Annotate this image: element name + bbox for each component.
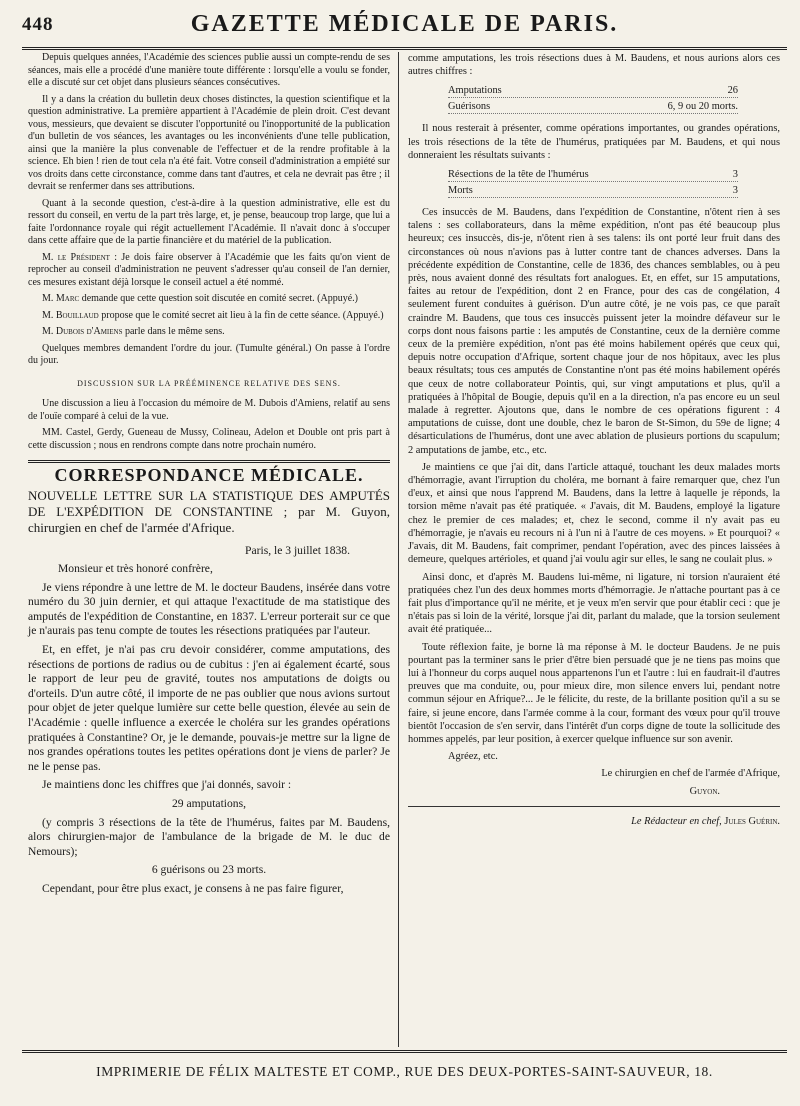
paragraph: Il y a dans la création du bulletin deux choses distinctes, la question scientifique et la question administrative. La première appartient à l'Académie de plein droit. C'est devant vous, messieurs, que devaient se discuter l'opportunité ou l'inopportunité de la publication d'un bulletin de vos séances, les avantages ou les inconvénients d'une telle publication, ainsi que la manière la plus convenable de l'effectuer et de la rendre profitable à la science. Eh bien ! rien de tout cela n'a été fait. Votre conseil d'administration a empiété sur vos droits dans cette circonstance, comme dans tant d'autres, et cela ne devrait pas être ; il devrait se renfermer dans ses attributions. <box>28 93 390 192</box>
table-row <box>448 84 738 98</box>
paragraph: Quelques membres demandent l'ordre du jour. (Tumulte général.) On passe à l'ordre du jour. <box>28 342 390 366</box>
row-label: Résections de la tête de l'humérus <box>448 169 589 181</box>
salutation: Monsieur et très honoré confrère, <box>58 562 213 576</box>
paragraph: Et, en effet, je n'ai pas cru devoir considérer, comme amputations, des résections de portions de radius ou de cubitus : j'en ai également écarté, sous le rapport de leur peu de gravité, toutes nos amputations de doigts ou d'orteils. D'un autre côté, il importe de ne pas oublier que nous avions surtout pour objet de jeter quelque lumière sur cette belle question, élevée au sein de l'Académie : quelle influence a exercée le choléra sur les grandes opérations pratiquées à Constantine? Or, je le demande, pouvais-je mettre sur la ligne de nos grandes opérations toutes les petites opérations dont je viens de parler? Je ne le pense pas. <box>28 643 390 773</box>
paragraph: Ainsi donc, et d'après M. Baudens lui-même, ni ligature, ni torsion n'auraient été pratiquées chez l'un des deux hommes morts d'hémorragie. Je n'attache pourtant pas à ce fait plus d'importance qu'il ne mérite, et je veux m'en servir que pour établir ceci : que je n'étais pas si loin de la vérité, lorsque j'ai dit, parlant du malade, que la torsion seulement avait été pratiquée... <box>408 571 780 636</box>
paragraph <box>28 326 390 339</box>
paragraph: comme amputations, les trois résections dues à M. Baudens, et nous aurions alors ces autres chiffres : <box>408 53 780 78</box>
masthead-title: GAZETTE MÉDICALE DE PARIS. <box>190 11 619 37</box>
paragraph: Toute réflexion faite, je borne là ma réponse à M. le docteur Baudens. Je ne puis pourtant pas la terminer sans le prier d'être bien persuadé que je ne tiens pas moins que lui à l'honneur du corps auquel nous appartenons l'un et l'autre : lui en faudrait-il d'autres preuves que ma conduite, ou, pour mieux dire, mon silence envers lui, pendant notre commun séjour en Afrique?... Je le félicite, du reste, de la brillante position qu'il a su se faire, si jeune encore, dans l'armée comme à la cour, formant des vœux pour qu'il trouve bientôt l'occasion de s'en servir, dans l'intérêt d'un corps digne de toute la sollicitude des hommes appelés, par leur position, à exercer quelque influence sur son avenir. <box>408 641 780 745</box>
paragraph: Depuis quelques années, l'Académie des sciences publie aussi un compte-rendu de ses séances, mais elle a procédé d'une manière toute différente : lorsqu'elle a voulu se fonder, elle a discuté sur cet objet dans plusieurs séances consécutives. <box>28 52 390 88</box>
paragraph <box>28 252 390 290</box>
signature-title: Le chirurgien en chef de l'armée d'Afrique, <box>601 768 780 780</box>
paragraph: Une discussion a lieu à l'occasion du mémoire de M. Dubois d'Amiens, relatif au sens de l'ouïe comparé à celui de la vue. <box>28 398 390 422</box>
letter-title: NOUVELLE LETTRE SUR LA STATISTIQUE DES AMPUTÉS DE L'EXPÉDITION DE CONSTANTINE ; par M. Guyon, chirurgien en chef de l'armée d'Afrique. <box>28 487 390 535</box>
paragraph: Je viens répondre à une lettre de M. le docteur Baudens, insérée dans votre numéro du 30 juin dernier, et qui attaque l'exactitude de ma statistique des amputés de l'expédition de Constantine, en 1837. L'erreur porterait sur ce que je n'aurais pas tenu compte de toutes les résections pratiquées par l'auteur. <box>28 580 390 638</box>
speaker-name: M. Bouillaud <box>42 309 99 321</box>
speech-text: parle dans le même sens. <box>122 326 225 337</box>
letter-body <box>28 544 390 897</box>
row-value: 6, 9 ou 20 morts. <box>667 101 738 113</box>
row-value: 26 <box>727 85 738 97</box>
dateline: Paris, le 3 juillet 1838. <box>245 543 350 557</box>
speech-text: : Je dois faire observer à l'Académie que les faits qu'on vient de reprocher au conseil d'administration ne peuvent s'adresser qu'au conseil de l'an dernier, ces mesures existant déjà lorsque le conseil actuel a été nommé. <box>28 251 390 288</box>
editor-label: Le Rédacteur en chef, <box>631 815 722 827</box>
paragraph: Je maintiens ce que j'ai dit, dans l'article attaqué, touchant les deux malades morts d'hémorragie, avant l'irruption du choléra, me bornant à faire remarquer que, chez l'un d'eux, et ainsi que nous l'apprend M. Baudens, dans la lettre à laquelle je réponds, la torsion même n'avait pas été pratiquée. « J'avais, dit M. Baudens, employé la ligature chez le premier de ces malades; et, chez le second, comme il n'y avait pas eu d'hémorragie, je n'avais eu recours ni à l'un ni à l'autre de ces moyens. » Et pourquoi? « J'avais, dit M. Baudens, fait comprimer, pendant l'opération, avec des pinces laissées à demeure, quelques artérioles, et quand j'ai voulu agir sur elles, le sang ne coulait plus. » <box>408 461 780 566</box>
row-label: Guérisons <box>448 101 491 113</box>
left-column <box>28 52 390 901</box>
table-row <box>448 168 738 182</box>
page-header <box>22 8 787 42</box>
guerisons-figure: 6 guérisons ou 23 morts. <box>151 863 267 877</box>
paragraph: Ces insuccès de M. Baudens, dans l'expédition de Constantine, n'ôtent rien à ses talens : ses collaborateurs, dans la même expédition, n'ont pas été beaucoup plus heureux; ces insuccès, dis-je, n'ôtent rien à ses talens: ils ont porté leur fruit dans des circonstances où nous n'avions pas à lutter contre tant de chances adverses. Dans la précédente expédition de Constantine, celle de 1836, des chances semblables, ou à peu près, nous avaient donné des résultats fort analogues. Et, en effet, sur 15 amputations, faites au retour de l'expédition, dont 2 en France, pour des cas de congélation, 4 seulement furent conduites à guérison. D'un autre côté, je ne vois pas, ce que paraît craindre M. Baudens, que tous ces insuccès puissent jeter la moindre défaveur sur le corps dont nous faisons partie : les amputés de Constantine, ceux de la dernière comme ceux de la première expédition, n'ont pas été moins habilement opérés que ceux qui, depuis notre occupation d'Afrique, sortent chaque jour de nos hôpitaux, avec les plus beaux résultats; tous ces amputés de Constantine n'ont pas été moins habilement opérés que ceux de notre collaborateur Pointis, qui, sur vingt amputations et plus, qu'il a pratiquées à l'hôpital de Bougie, depuis qu'il en a la direction, n'a pas encore eu un seul malade à regretter. Ajoutons que, dans le nombre de ces opérations figurent : 4 amputations de cuisse, dont une double, chez le baron de St-Simon, du 59e de ligne; 4 désarticulations de l'humérus, dont une avec ablation de plusieurs portions du scapulum; 2 amputations de jambe, etc., etc. <box>408 207 780 456</box>
speaker-name: M. Marc <box>42 293 80 304</box>
page-number: 448 <box>22 14 54 35</box>
amputations-figure: 29 amputations, <box>171 797 247 810</box>
correspondence-title: CORRESPONDANCE MÉDICALE. <box>54 465 364 485</box>
row-value: 3 <box>732 169 738 181</box>
footer-rule <box>22 1050 787 1053</box>
printer-imprint: IMPRIMERIE DE FÉLIX MALTESTE ET COMP., RUE DES DEUX-PORTES-SAINT-SAUVEUR, 18. <box>96 1064 713 1079</box>
paragraph: Cependant, pour être plus exact, je consens à ne pas faire figurer, <box>42 881 344 895</box>
figures-table-1 <box>448 84 738 114</box>
editor-credit <box>408 815 780 828</box>
speech-text: propose que le comité secret ait lieu à la fin de cette séance. (Appuyé.) <box>98 309 384 321</box>
paragraph: Quant à la seconde question, c'est-à-dire à la question administrative, elle est du ressort du conseil, en vertu de la part très large, et, je pense, beaucoup trop large, que lui a faite l'ordonnance royale qui régit actuellement l'Académie. Il n'avait donc à s'occuper dans cette affaire que de la partie financière et du matériel de la publication. <box>28 197 390 246</box>
signature-name: Guyon. <box>689 785 720 797</box>
paragraph: Il nous resterait à présenter, comme opérations importantes, ou grandes opérations, les trois résections de la tête de l'humérus, pratiquées par M. Baudens, et qui nous donneraient les résultats suivants : <box>408 123 780 161</box>
closing: Agréez, etc. <box>448 751 498 763</box>
right-column <box>408 52 780 832</box>
signature-rule <box>408 806 780 807</box>
figures-table-2 <box>448 168 738 198</box>
row-label: Morts <box>448 185 473 197</box>
paragraph <box>28 310 390 323</box>
speech-text: demande que cette question soit discutée en comité secret. (Appuyé.) <box>79 293 358 304</box>
paragraph: MM. Castel, Gerdy, Gueneau de Mussy, Colineau, Adelon et Double ont pris part à cette discussion ; nous en rendrons compte dans notre prochain numéro. <box>28 427 390 451</box>
row-value: 3 <box>732 185 738 197</box>
section-heading: DISCUSSION SUR LA PRÉÉMINENCE RELATIVE DES SENS. <box>77 378 341 388</box>
speaker-name: M. Dubois d'Amiens <box>42 326 123 337</box>
section-rule <box>28 460 390 463</box>
column-divider <box>398 52 399 1047</box>
row-label: Amputations <box>448 85 502 97</box>
table-row <box>448 184 738 198</box>
paragraph: Je maintiens donc les chiffres que j'ai donnés, savoir : <box>42 778 292 792</box>
paragraph: (y compris 3 résections de la tête de l'humérus, faites par M. Baudens, alors chirurgien-major de l'ambulance de la brigade de M. le duc de Nemours); <box>28 815 390 858</box>
paragraph <box>28 293 390 306</box>
header-rule <box>22 47 787 50</box>
speaker-name: M. le Président <box>42 251 110 263</box>
editor-name: Jules Guérin. <box>724 815 780 827</box>
table-row <box>448 100 738 114</box>
